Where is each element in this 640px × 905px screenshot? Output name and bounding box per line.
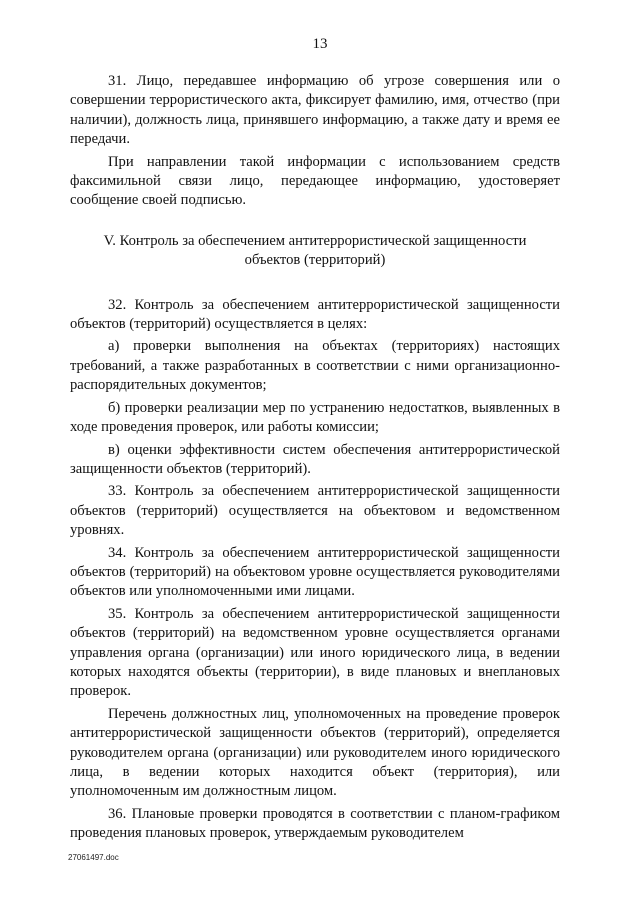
section-heading-line-1: V. Контроль за обеспечением антитеррористической защищенности [103, 232, 527, 249]
paragraph-34: 34. Контроль за обеспечением антитеррористической защищенности объектов (территорий) на объектовом уровне осуществляется руководителями объектов или уполномоченными ими лицами. [70, 544, 560, 600]
paragraph-33: 33. Контроль за обеспечением антитеррористической защищенности объектов (территорий) осуществляется на объектовом и ведомственном уровнях. [70, 483, 560, 539]
paragraph-32-b: б) проверки реализации мер по устранению недостатков, выявленных в ходе проведения проверок, или работы комиссии; [70, 399, 560, 436]
paragraph-31: 31. Лицо, передавшее информацию об угрозе совершения или о совершении террористического акта, фиксирует фамилию, имя, отчество (при наличии), должность лица, принявшего информацию, а также дату и время ее передачи. [70, 73, 560, 148]
page-number: 13 [312, 36, 328, 52]
section-heading [70, 232, 560, 271]
document-body [70, 72, 560, 847]
paragraph-32-c: в) оценки эффективности систем обеспечения антитеррористической защищенности объектов (территорий). [70, 441, 560, 477]
paragraph-32-a: а) проверки выполнения на объектах (территориях) настоящих требований, а также разработанных в соответствии с ними организационно-распорядительных документов; [70, 338, 560, 394]
footer-filename: 27061497.doc [68, 853, 119, 862]
paragraph-32: 32. Контроль за обеспечением антитеррористической защищенности объектов (территорий) осуществляется в целях: [70, 296, 560, 333]
paragraph-35: 35. Контроль за обеспечением антитеррористической защищенности объектов (территорий) на ведомственном уровне осуществляется органами управления органа (организации) или иного юридического лица, в ведении которых находятся объекты (территории), в виде плановых и внеплановых проверок. [70, 605, 560, 700]
section-heading-line-2: объектов (территорий) [244, 252, 386, 269]
paragraph-36: 36. Плановые проверки проводятся в соответствии с планом-графиком проведения плановых проверок, утверждаемым руководителем [70, 805, 560, 842]
paragraph-fax-note: При направлении такой информации с использованием средств факсимильной связи лицо, передающее информацию, удостоверяет сообщение своей подписью. [70, 153, 560, 209]
paragraph-officials-list: Перечень должностных лиц, уполномоченных на проведение проверок антитеррористической защищенности объектов (территорий), определяется руководителем органа (организации) или руководителем иного юридического лица, в ведении которых находится объект (территория), или уполномоченным им должностным лицом. [70, 705, 560, 800]
